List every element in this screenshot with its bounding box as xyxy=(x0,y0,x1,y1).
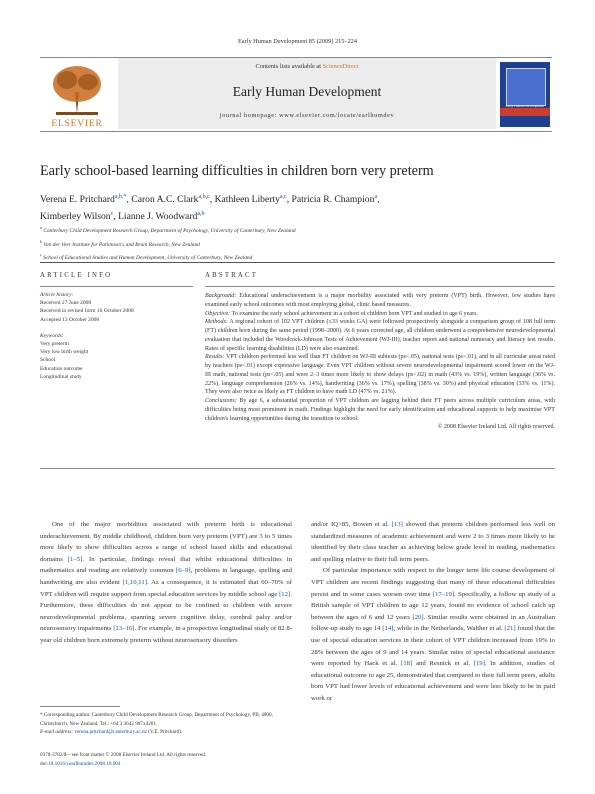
citation-link[interactable]: [18] xyxy=(401,660,413,668)
body-paragraph: and/or IQ>85, Bowen et al. [13] showed that preterm children performed less well on standardized measures of academic achievement and were 2 to 3 times more likely to be identified by their class teacher as achieving below grade level in reading, mathematics and spelling relative to their full term peers. xyxy=(311,521,555,563)
abstract-objective: Objective: To examine the early school achievement in a cohort of children born VPT and studied to age 6 years. xyxy=(205,310,478,317)
citation-link[interactable]: [19] xyxy=(473,660,485,668)
cover-band xyxy=(500,108,550,116)
history-item: Received 27 June 2008 xyxy=(40,300,92,307)
copyright-notice: © 2008 Elsevier Ireland Ltd. All rights reserved. xyxy=(437,424,555,431)
citation-link[interactable]: [20] xyxy=(412,613,424,621)
author-list: Verena E. Pritchard$^{a,b,*}$, Caron A.C. Clark$^{a,b,c}$, Kathleen Liberty$^{a,c}$, Patricia R. Champion$^a$, Kimberley Wilson$^c$, Lianne J. Woodward$^{a,b}$ xyxy=(40,194,380,223)
body-paragraph: One of the major morbidities associated with preterm birth is educational underachievement. By middle childhood, children born very preterm (VPT) are 3 to 5 times more likely to show difficulties across a range of school based skills and educational domains [1–5]. In particular, findings reveal that whilst educational difficulties in mathematics and reading are relatively common [6–9], problems in language, spelling and handwriting are also evident [1,10,11]. As a consequence, it is estimated that 60–70% of VPT children will require support from special education services by middle school age [12]. Furthermore, these difficulties do not appear to be confined to children with severe neurodevelopmental problems, spanning severe cognitive delay, cerebral palsy and/or neurosensory impairments [13–16]. For example, in a prospective longitudinal study of 82 8-year old children born extremely preterm without neurosensory disorders xyxy=(40,521,293,644)
sciencedirect-link[interactable]: ScienceDirect xyxy=(322,63,359,70)
footnote-divider xyxy=(40,706,120,707)
abstract-divider xyxy=(205,286,555,287)
keyword: School xyxy=(40,357,56,364)
body-paragraph: Of particular importance with respect to the longer term life course development of VPT children are recent findings suggesting that many of these educational difficulties persist and in some cases worsen over time [17–19]. Specifically, a follow up study of a British sample of VPT children to age 12 years, found no evidence of school catch up between the ages of 6 and 12 years [20]. Similar results were obtained in an Australian follow-up study to age 14 [14], while in the Netherlands, Walther et al. [21] found that the use of special education services in their cohort of VPT children increased from 19% to 28% between the ages of 9 and 14 years. Similar rates of special educational assistance were reported by Hack et al. [18] and Resnick et al. [19]. In addition, studies of educational outcome to age 25, demonstrated that compared to their full term peers, adults born VPT had lower levels of educational achievement and were less likely to be in paid work or xyxy=(311,567,555,702)
abstract-heading: ABSTRACT xyxy=(205,272,259,279)
author: Kimberley Wilson xyxy=(40,211,111,223)
keywords-label: Keywords: xyxy=(40,332,64,339)
abstract-body xyxy=(205,292,555,432)
abstract-results: Results: VPT children performed less well than FT children on WJ-III subtests (ps<.05), national tests (ps<.01), and in all curricular areas rated by teachers (ps<.01) except expressive language. Even VPT children without severe neurodevelopmental impairment scored lower on the WJ-III math, national tests (ps<.05) and were 2–3 times more likely to show delays (ps<.02) in math (43% vs. 19%), written language (36% vs. 22%), language comprehension (26% vs. 14%), handwriting (36% vs. 17%), spelling (38% vs. 30%) and physical education (33% vs. 11%). They were also twice as likely as FT children to have math LD (47% vs. 21%). xyxy=(205,354,555,396)
journal-title: Early Human Development xyxy=(232,84,382,99)
contents-prefix: Contents lists available at xyxy=(255,63,323,70)
contents-availability xyxy=(118,63,496,70)
abstract-conclusions: Conclusions: By age 6, a substantial proportion of VPT children are lagging behind their FT peers across multiple curriculum areas, with difficulties being most prominent in math. Findings highlight the need for early identification and educational supports to help maximise VPT children's learning opportunities during the transition to school. xyxy=(205,398,555,422)
citation-link[interactable]: [6–9] xyxy=(176,567,191,575)
author: Caron A.C. Clark xyxy=(131,194,199,206)
abstract-end-divider xyxy=(40,468,555,469)
author: Patricia R. Champion xyxy=(291,194,375,206)
body-right-column xyxy=(311,519,555,705)
body-left-column xyxy=(40,519,292,647)
keyword: Very preterm xyxy=(40,341,69,348)
citation-link[interactable]: [21] xyxy=(504,625,516,633)
journal-homepage xyxy=(118,112,496,119)
citation-link[interactable]: [1,10,11] xyxy=(122,578,148,586)
keyword: Longitudinal study xyxy=(40,373,82,380)
abstract-methods: Methods: A regional cohort of 102 VPT children (≤33 weeks GA) were followed prospectively alongside a comparison group of 108 full term (FT) children born during the same period (1998–2000). At 6 years corrected age, all children underwent a comprehensive neurodevelopmental evaluation that included the Woodcock-Johnson Tests of Achievement (WJ-III), teacher report and national numeracy and literacy test results. Rates of specific learning disabilities (LD) were also examined. xyxy=(205,319,555,352)
author-affiliation-mark[interactable]: a,b xyxy=(197,211,205,218)
affiliation-item: $^c$ School of Educational Studies and Human Development, University of Canterbury, New Zealand xyxy=(40,252,253,261)
author-affiliation-mark[interactable]: a,b,c xyxy=(198,194,210,200)
citation-link[interactable]: [1–5] xyxy=(67,555,83,563)
cover-artwork xyxy=(506,68,546,106)
author: Kathleen Liberty xyxy=(214,194,280,206)
email-link[interactable]: verena.pritchard@canterbury.ac.nz xyxy=(74,729,147,736)
journal-reference: Early Human Development 85 (2009) 215–224 xyxy=(237,38,358,45)
affiliation-item: $^a$ Canterbury Child Development Research Group, Department of Psychology, University of Canterbury, New Zealand xyxy=(40,225,296,234)
homepage-url-link[interactable]: www.elsevier.com/locate/earlhumdev xyxy=(279,112,395,119)
email-label: E-mail address: xyxy=(40,729,75,736)
author-affiliation-mark[interactable]: a xyxy=(374,194,378,200)
front-matter-notice: 0378-3782/$ – see front matter © 2008 Elsevier Ireland Ltd. All rights reserved. xyxy=(40,752,207,758)
corresponding-author-footnote: * Corresponding author. Canterbury Child Development Research Group, Department of Psychology, PB, 4800, Christchurch, New Zealand. Tel.: +64 3 3642 987x4201. E-mail address: verena.pritchard@canterbury.ac.nz (V.E. Pritchard). xyxy=(40,711,292,737)
homepage-prefix: journal homepage: xyxy=(219,112,280,119)
abstract-background: Background: Educational underachievement is a major morbidity associated with very preterm (VPT) birth. However, few studies have examined early school outcomes with most employing global, clinic based measures. xyxy=(205,293,555,308)
article-info-divider xyxy=(40,286,193,287)
article-title: Early school-based learning difficulties in children born very preterm xyxy=(40,163,434,179)
section-divider xyxy=(40,262,555,263)
citation-link[interactable]: [13] xyxy=(391,521,403,528)
history-label: Article history: xyxy=(40,292,74,298)
keyword: Very low birth weight xyxy=(40,349,89,356)
history-item: Received in revised form 10 October 2008 xyxy=(40,308,134,315)
citation-link[interactable]: [17–19] xyxy=(432,590,455,598)
history-item: Accepted 13 October 2008 xyxy=(40,316,100,323)
article-info xyxy=(40,291,195,381)
doi-link[interactable]: 10.1016/j.earlhumdev.2008.10.004 xyxy=(48,760,121,767)
citation-link[interactable]: [14] xyxy=(382,625,394,633)
affiliations xyxy=(40,223,555,264)
publisher-name: ELSEVIER xyxy=(51,119,103,129)
author: Verena E. Pritchard xyxy=(40,194,115,206)
affiliation-item: $^b$ Van der Veer Institute for Parkinson's and Brain Research, New Zealand xyxy=(40,238,200,248)
footnote-text: * Corresponding author. Canterbury Child Development Research Group, Department of Psychology, PB, 4800, Christchurch, New Zealand. Tel.: +64 3 3642 987x4201. xyxy=(40,712,273,727)
keyword: Education outcome xyxy=(40,365,83,372)
author: Lianne J. Woodward xyxy=(118,211,198,223)
issn-line: 0378-3782/$ – see front matter © 2008 Elsevier Ireland Ltd. All rights reserved. doi:10.1016/j.earlhumdev.2008.10.004 xyxy=(40,751,340,768)
citation-link[interactable]: [12] xyxy=(279,590,291,598)
cover-title: Early Human Development xyxy=(505,104,545,108)
author-affiliation-mark[interactable]: a,b,* xyxy=(114,194,127,200)
elsevier-tree-logo xyxy=(42,62,112,126)
article-info-heading: ARTICLE INFO xyxy=(40,272,113,279)
author-affiliation-mark[interactable]: c xyxy=(110,211,114,218)
author-affiliation-mark[interactable]: a,c xyxy=(279,194,287,200)
citation-link[interactable]: [13–16] xyxy=(113,625,135,633)
